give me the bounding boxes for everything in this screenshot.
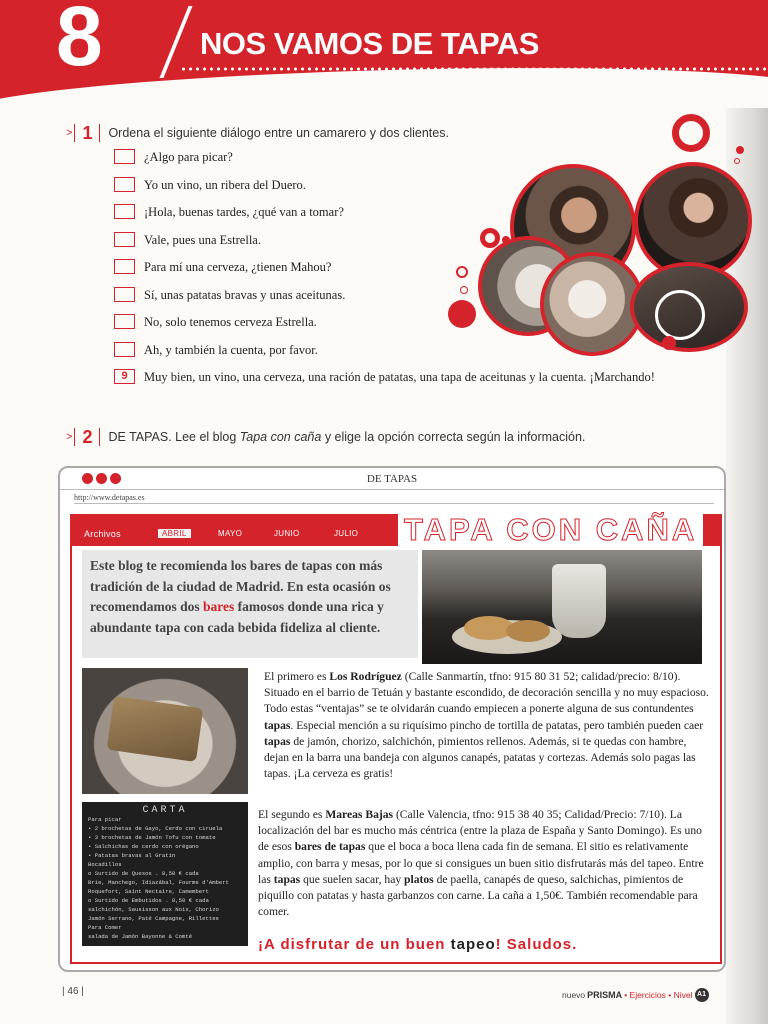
dialog-line-text: No, solo tenemos cerveza Estrella. [144, 315, 317, 329]
waiter-customers-photo-collage [440, 110, 768, 370]
sign-off-text: ! Saludos. [495, 936, 578, 953]
menu-board-line: • Salchichas de cerdo con orégano [88, 843, 199, 850]
brand-name: PRISMA [587, 990, 623, 1000]
unit-title: NOS VAMOS DE TAPAS [200, 26, 539, 61]
sign-off-tapeo: tapeo [450, 936, 496, 953]
decor-dot [460, 286, 468, 294]
dialog-line-text: ¿Algo para picar? [144, 150, 233, 164]
bar-1-description [264, 669, 712, 782]
blog-nav-bar [72, 512, 720, 547]
photo-tortilla [82, 668, 248, 794]
window-controls [82, 473, 121, 484]
photo-order-writing [540, 252, 644, 356]
bar-2-description [258, 807, 714, 920]
photo-wine-glass [552, 564, 606, 638]
order-answer-box[interactable] [114, 342, 135, 357]
decor-ring [672, 114, 710, 152]
decor-ring [480, 228, 500, 248]
decor-dot [662, 336, 676, 350]
intro-text: Este blog te recomienda los bares de tapas con más tradición de la ciudad de Madrid. En esta ocasión os recomendamos dos [90, 558, 391, 614]
order-answer-box[interactable]: 9 [114, 369, 135, 384]
dialog-line-text: Ah, y también la cuenta, por favor. [144, 342, 318, 357]
exercise-marker: > [66, 127, 73, 139]
menu-board-line: • 2 brochetas de Gayo, Cerdo con ciruela [88, 825, 223, 832]
unit-header [0, 0, 768, 108]
paragraph-text: El segundo es [258, 808, 326, 821]
bold-keyword: Los Rodríguez [329, 670, 402, 683]
menu-chalkboard [82, 802, 248, 946]
menu-board-line: Para picar [88, 816, 122, 823]
decor-dot [736, 146, 744, 154]
decor-ring [456, 266, 468, 278]
blog-intro [82, 550, 418, 658]
intro-text: famosos donde una rica y abundante tapa con cada bebida fideliza al cliente. [90, 599, 384, 635]
bold-keyword: tapas [264, 734, 291, 748]
intro-highlight: bares [203, 599, 235, 614]
blog-name-italic: Tapa con caña [239, 430, 322, 444]
order-answer-box[interactable] [114, 149, 135, 164]
menu-board-line: Roquefort, Saint Nectaire, Camembert [88, 888, 209, 895]
dialog-line [114, 370, 714, 398]
paragraph-text: El primero es [264, 670, 330, 683]
photo-bread [506, 620, 550, 642]
footer-brand [562, 988, 709, 1002]
menu-board-line: Para Comer [88, 924, 122, 931]
browser-window [58, 466, 726, 972]
menu-board-line: o Surtido de Embutidos . 8,50 € cada [88, 897, 209, 904]
browser-titlebar [60, 468, 724, 490]
window-control-dot [110, 473, 121, 484]
dialog-line-text: Vale, pues una Estrella. [144, 232, 261, 247]
photo-tortilla-slice [107, 696, 204, 762]
order-answer-box[interactable] [114, 177, 135, 192]
menu-board-line: Jamón Serrano, Paté Campagne, Rillettes [88, 915, 219, 922]
dialog-line-text: Para mí una cerveza, ¿tienen Mahou? [144, 260, 332, 274]
decor-dot [448, 300, 476, 328]
exercise-2-instruction [108, 430, 585, 444]
exercise-marker: > [66, 431, 73, 443]
menu-board-lines [88, 815, 242, 941]
window-control-dot [96, 473, 107, 484]
url-bar: http://www.detapas.es [74, 491, 714, 504]
window-control-dot [82, 473, 93, 484]
menu-board-line: Brie, Manchego, Idiazábal, Fourme d'Ambert [88, 879, 229, 886]
order-answer-box[interactable] [114, 232, 135, 247]
paragraph-text: (Calle Sanmartín, tfno: 915 80 31 52; calidad/precio: 8/10). Situado en el barrio de Tetuán y bastante escondido, de decoración sencilla y no muy espacioso. Todo estas “ventajas” se te olvidarán cuando empiecen a ponerte alguna de sus contundentes [264, 670, 709, 716]
paragraph-text: de jamón, chorizo, salchichón, pimientos rellenos. Además, si te quedas con hambre, dejan en la barra una bandeja con algunos canapés, patatas y cortezas. Además solo pagas las tapas. ¡La cerveza es gratis! [264, 734, 696, 781]
order-answer-box[interactable] [114, 259, 135, 274]
instruction-text: y elige la opción correcta según la información. [321, 430, 586, 444]
paragraph-text: de paella, canapés de queso, salchichas, pimientos de piquillo con patatas y hasta garbanzos con carne. La caña a 1,50€. También recomendable para comer. [258, 872, 698, 919]
decor-ring [655, 290, 705, 340]
menu-board-line: salchichón, Sausisson aux Noix, Chorizo [88, 906, 219, 913]
browser-window-title: DE TAPAS [366, 473, 418, 485]
dialog-line-text: Muy bien, un vino, una cerveza, una ración de patatas, una tapa de aceitunas y la cuenta. ¡Marchando! [144, 370, 655, 384]
order-answer-box[interactable] [114, 287, 135, 302]
paragraph-text: que el boca a boca llena cada fin de semana. El sitio es relativamente amplio, con barra y mesas, por lo que si consigues un buen sitio disfrutarás más del tapeo. Entre las [258, 840, 704, 886]
nav-month-abril[interactable]: ABRIL [158, 529, 191, 538]
exercise-1-instruction: Ordena el siguiente diálogo entre un camarero y dos clientes. [108, 126, 449, 140]
unit-number: 8 [56, 0, 103, 83]
dialog-line-text: Sí, unas patatas bravas y unas aceitunas. [144, 287, 346, 302]
nav-archivos[interactable]: Archivos [84, 529, 121, 539]
bold-keyword: bares de tapas [294, 840, 366, 854]
menu-board-line: • 3 brochetas de Jamón Tofu con tomate [88, 834, 216, 841]
nav-month-mayo[interactable]: MAYO [218, 529, 243, 538]
photo-bar-counter [422, 550, 702, 664]
sign-off-text: ¡A disfrutar de un buen [258, 936, 451, 953]
menu-board-line: Bocadillos [88, 861, 122, 868]
decor-dot [502, 236, 510, 244]
bold-keyword: Mareas Bajas [325, 808, 394, 821]
bold-keyword: platos [404, 872, 434, 886]
bold-keyword: tapas [264, 718, 291, 732]
menu-board-line: o Surtido de Quesos . 8,50 € cada [88, 870, 199, 877]
brand-suffix: • Ejercicios • Nivel [624, 990, 693, 1000]
blog-page [70, 514, 722, 964]
exercise-1-number: 1 [74, 124, 100, 142]
brand-prefix: nuevo [562, 990, 586, 1000]
page-number-value: 46 [67, 986, 79, 997]
decor-dot [734, 158, 740, 164]
menu-board-line: • Patatas bravas al Gratin [88, 852, 176, 859]
blog-title: TAPA CON CAÑA [398, 512, 703, 548]
nav-month-julio[interactable]: JULIO [334, 529, 359, 538]
paragraph-text: que suelen sacar, hay [300, 872, 405, 886]
exercise-1-heading [66, 124, 449, 142]
bold-keyword: tapas [273, 872, 301, 886]
blog-sign-off [258, 936, 577, 953]
dialog-line-text: ¡Hola, buenas tardes, ¿qué van a tomar? [144, 205, 344, 219]
level-badge: A1 [695, 988, 709, 1002]
paragraph-text: (Calle Valencia, tfno: 915 38 40 35; Calidad/Precio: 7/10). La localización del bar es mucho más céntrica (entre la plaza de España y Santo Domingo). Es uno de esos [258, 808, 702, 854]
paragraph-text: . Especial mención a su riquísimo pincho de tortilla de patatas, pero también pueden caer [290, 718, 704, 732]
order-answer-box[interactable] [114, 204, 135, 219]
exercise-2-heading [66, 428, 585, 446]
menu-board-title: CARTA [142, 805, 188, 816]
order-answer-box[interactable] [114, 314, 135, 329]
instruction-text: DE TAPAS. Lee el blog [108, 430, 240, 444]
nav-month-junio[interactable]: JUNIO [274, 529, 300, 538]
exercise-2-number: 2 [74, 428, 100, 446]
dialog-line-text: Yo un vino, un ribera del Duero. [144, 177, 306, 192]
page-number: | 46 | [62, 986, 84, 997]
menu-board-line: salada de Jamón Bayonne & Comté [88, 933, 193, 940]
